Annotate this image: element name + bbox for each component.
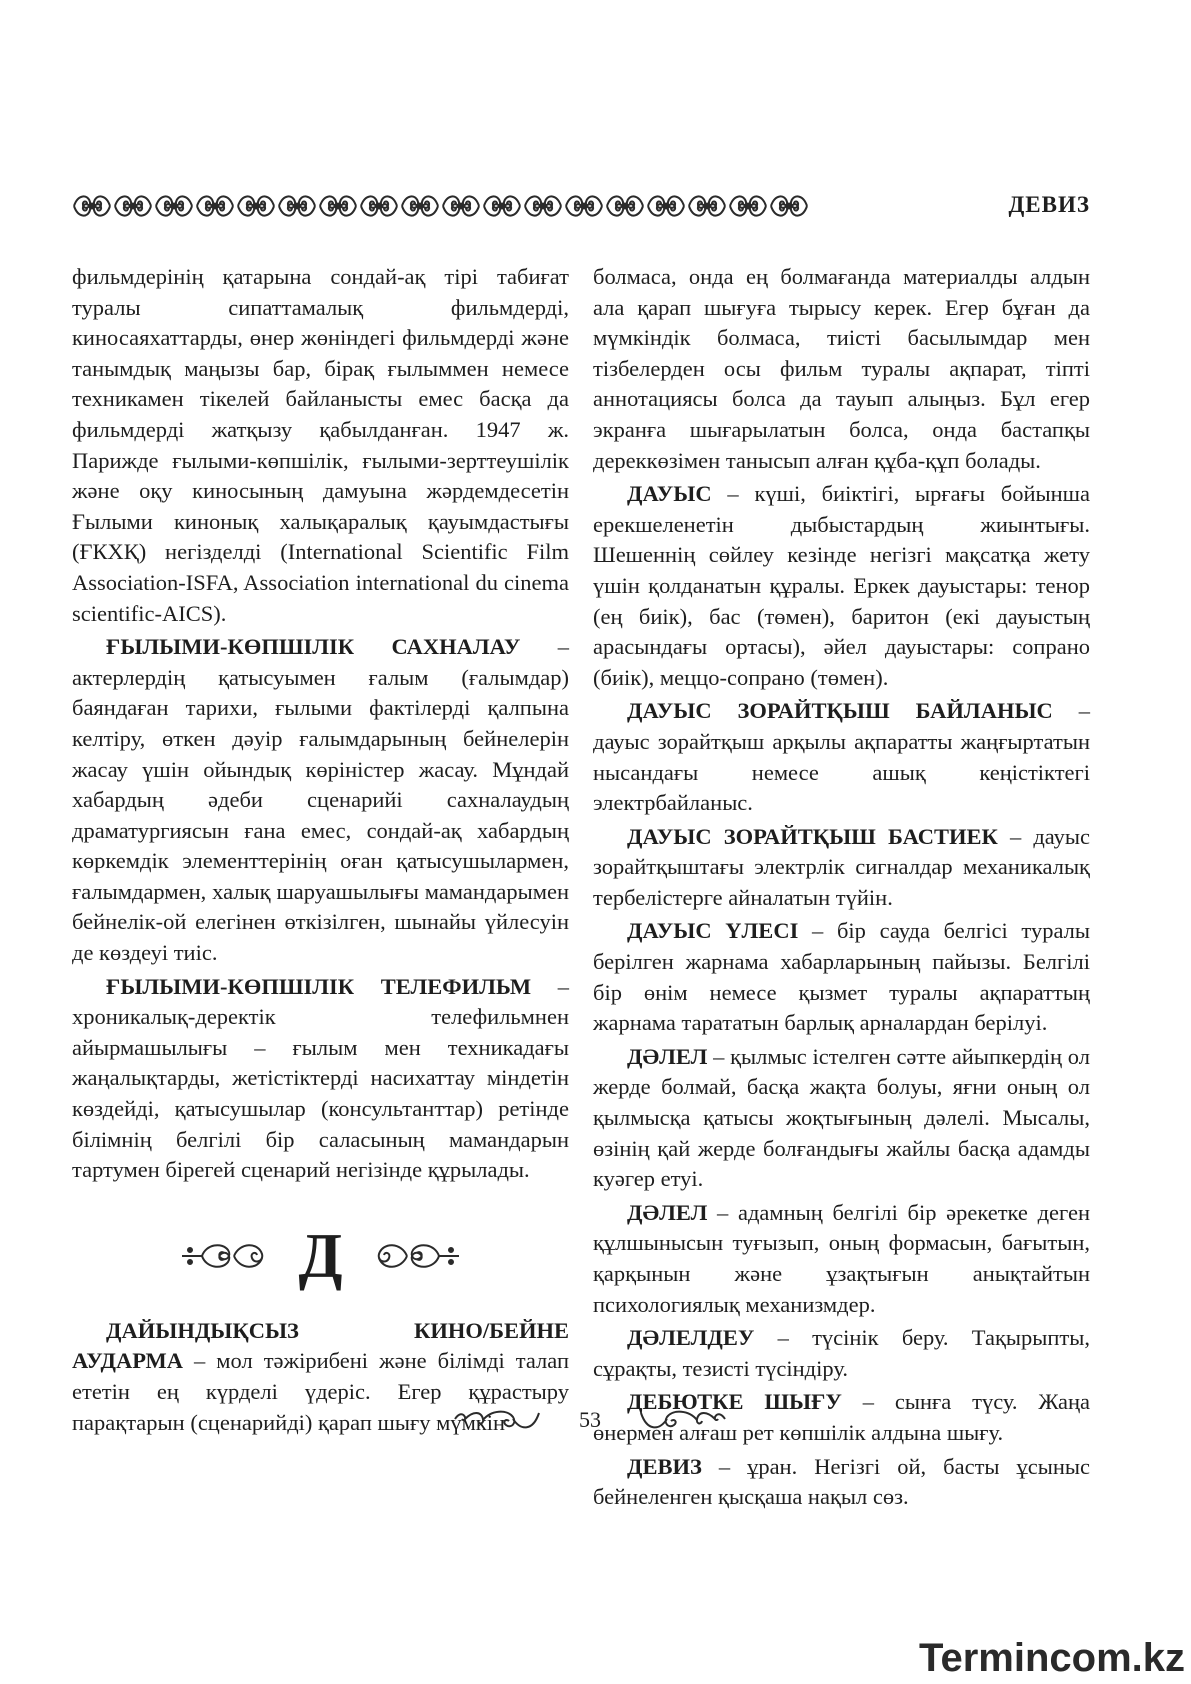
entry-definition: – ұран. Негізгі ой, басты ұсыныс бейнеленген қысқаша нақыл сөз. xyxy=(593,1453,1090,1510)
entry-definition: – бір сауда белгісі туралы берілген жарнама хабарларының пайызы. Белгілі бір өнім немесе қызмет туралы ақпараттың жарнама тарататын барлық арналардан берілуі. xyxy=(593,918,1090,1036)
entry-term: ДАУЫС ЗОРАЙТҚЫШ БАСТИЕК xyxy=(627,823,998,849)
dictionary-entry xyxy=(72,972,569,1186)
entry-term: ДӘЛЕЛДЕУ xyxy=(627,1325,755,1351)
section-letter: Д xyxy=(298,1219,343,1291)
dictionary-entry xyxy=(593,1042,1090,1195)
site-watermark-logo: Termincom.kz xyxy=(919,1635,1185,1680)
ornament-unit xyxy=(320,196,356,215)
page-footer xyxy=(420,1400,760,1440)
entry-definition: – актерлердің қатысуымен ғалым (ғалымдар) баяндаған тарихи, ғылыми фактілерді қалпына келтіру, өткен дәуір ғалымдарының бейнелерін жасау үшін ойындық көріністер жасау. Мұндай хабардың әдеби сценарийі сахналаудың драматургиясын ғана емес, сондай-ақ хабардың көркемдік элементтерінің оған қатысушылармен, ғалымдармен, халық шаруашылығы мамандарымен бейнелік-ой елегінен өткізілген, шынайы үйлесуін де көздеуі тиіс. xyxy=(72,634,570,966)
entry-definition: – дауыс зорайтқыштағы электрлік сигналдар механикалық тербелістерге айналатын түйін. xyxy=(593,823,1090,910)
entry-definition: – қылмыс істелген сәтте айыпкердің ол жерде болмай, басқа жақта болуы, яғни оның ол қылмысқа қатысы жоқтығының дәлелі. Мысалы, өзінің қай жерде болғандығы жайлы басқа адамды куәгер етуі. xyxy=(593,1043,1090,1192)
right-flourish-ornament xyxy=(373,1236,463,1276)
dictionary-entry xyxy=(593,479,1090,693)
right-column xyxy=(593,262,1090,1513)
entry-definition: – сынға түсу. Жаңа өнермен алғаш рет көпшілік алдына шығу. xyxy=(593,1389,1090,1445)
continued-paragraph: фильмдерінің қатарына сондай-ақ тірі табиғат туралы сипаттамалық фильмдерді, киносаяхаттарды, өнер жөніндегі фильмдерді және танымдық маңызы бар, бірақ ғылыммен немесе техникамен тікелей байланысты емес басқа да фильмдерді жатқызу қабылданған. 1947 ж. Парижде ғылыми-көпшілік, ғылыми-зерттеушілік және оқу киносының дамуына жәрдемдесетін Ғылыми кинонық халықаралық қауымдастығы (ҒКХҚ) негізделді (International Scientific Film Association-ISFA, Association international du cinema scientific-AICS). xyxy=(72,264,569,626)
entry-term: ДЕБЮТКЕ ШЫҒУ xyxy=(627,1389,842,1415)
entry-term: ДАУЫС ЗОРАЙТҚЫШ БАЙЛАНЫС xyxy=(627,698,1053,724)
entry-term: ДЕВИЗ xyxy=(627,1453,702,1479)
page-number: 53 xyxy=(579,1407,601,1432)
ornament-unit xyxy=(771,196,807,215)
entry-term: ҒЫЛЫМИ-КӨПШІЛІК ТЕЛЕФИЛЬМ xyxy=(106,973,532,999)
ornament-unit xyxy=(74,196,110,215)
dictionary-entry xyxy=(593,822,1090,914)
dictionary-entry xyxy=(72,632,569,969)
ornament-unit xyxy=(607,196,643,215)
dictionary-entry xyxy=(593,1452,1090,1513)
left-flourish-ornament xyxy=(178,1236,268,1276)
ornament-unit xyxy=(279,196,315,215)
running-head: ДЕВИЗ xyxy=(1008,192,1090,217)
entry-definition: – дауыс зорайтқыш арқылы ақпаратты жаңғыртатын нысандағы немесе ашық кеңістіктегі электрбайланыс. xyxy=(593,698,1090,816)
ornament-unit xyxy=(566,196,602,215)
ornament-unit xyxy=(197,196,233,215)
entry-term: ДАУЫС ҮЛЕСІ xyxy=(627,918,799,944)
ornament-unit xyxy=(156,196,192,215)
entry-definition: – хроникалық-деректік телефильмнен айырмашылығы – ғылым мен техникадағы жаңалықтарды, жетістіктерді насихаттау міндетін көздейді, қатысушылар (консультанттар) ретінде білімнің белгілі бір саласының мамандарын тартумен бірегей сценарий негізінде құрылады. xyxy=(72,973,569,1183)
ornament-unit xyxy=(115,196,151,215)
ornament-unit xyxy=(689,196,725,215)
left-footer-flourish-ornament xyxy=(451,1405,543,1435)
continued-paragraph: болмаса, онда ең болмағанда материалды алдын ала қарап шығуға тырысу керек. Егер бұған да мүмкіндік болмаса, тиісті басылымдар мен тізбелерден осы фильм туралы ақпарат, тіпті аннотациясы болса да тауып алыңыз. Бұл егер экранға шығарылатын болса, онда бастапқы дереккөзімен танысып алған құба-құп болады. xyxy=(593,264,1090,473)
left-column xyxy=(72,262,569,1438)
ornament-unit xyxy=(484,196,520,215)
ornament-unit xyxy=(361,196,397,215)
dictionary-entry xyxy=(593,696,1090,818)
ornament-unit xyxy=(238,196,274,215)
entry-definition: – түсінік беру. Тақырыпты, сұрақты, тезисті түсіндіру. xyxy=(593,1325,1090,1381)
entry-term: ДАУЫС xyxy=(627,481,712,507)
section-heading xyxy=(72,1219,569,1291)
ornament-unit xyxy=(402,196,438,215)
entry-term: ДӘЛЕЛ xyxy=(627,1043,708,1069)
entry-term: ҒЫЛЫМИ-КӨПШІЛІК САХНАЛАУ xyxy=(106,634,521,660)
entry-term: ДАЙЫНДЫҚСЫЗ КИНО/БЕЙНЕ АУДАРМА xyxy=(72,1317,569,1374)
dictionary-entry xyxy=(593,916,1090,1038)
entry-definition: – мол тәжірибені және білімді талап ететін ең күрделі үдеріс. Егер құрастыру парақтарын (сценарийді) қарап шығу мүмкін xyxy=(72,1348,569,1435)
ornament-unit xyxy=(730,196,766,215)
ornament-unit xyxy=(648,196,684,215)
dictionary-entry xyxy=(593,1323,1090,1384)
ornament-unit xyxy=(525,196,561,215)
entry-definition: – күші, биіктігі, ырғағы бойынша ерекшеленетін дыбыстардың жиынтығы. Шешеннің сөйлеу кезінде негізгі мақсатқа жету үшін қолданатын құралы. Еркек дауыстары: тенор (ең биік), бас (төмен), баритон (екі дауыстың арасындағы ортасы), әйел дауыстары: сопрано (биік), меццо-сопрано (төмен). xyxy=(593,481,1090,690)
dictionary-entry xyxy=(593,1198,1090,1320)
right-footer-flourish-ornament xyxy=(637,1405,729,1435)
entry-term: ДӘЛЕЛ xyxy=(627,1199,708,1225)
entry-definition: – адамның белгілі бір әрекетке деген құлшынысын туғызып, оның формасын, бағытын, қарқынын және ұзақтығын анықтайтын психологиялық механизмдер. xyxy=(593,1199,1090,1317)
ornament-unit xyxy=(443,196,479,215)
header-ornament-band xyxy=(72,190,810,222)
